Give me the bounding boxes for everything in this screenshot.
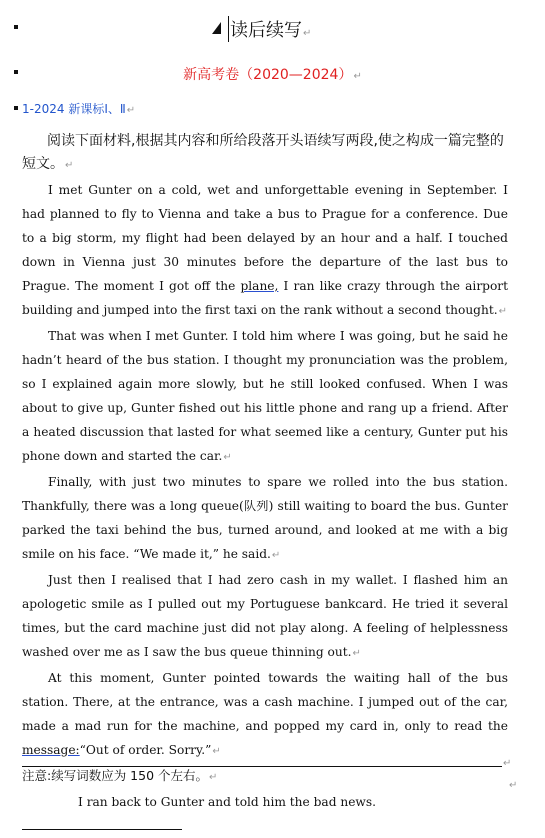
subtitle-row [0, 64, 545, 84]
paragraph-mark-icon: ↵ [353, 71, 362, 82]
exam-tag: 1-2024 新课标Ⅰ、Ⅱ [22, 102, 126, 116]
paragraph-mark-icon: ↵ [209, 772, 218, 783]
passage-paragraph: That was when I met Gunter. I told him where I was going, but he said he hadn’t heard of the bus station. I thought my pronunciation was the problem, so I explained again more slowly, but he still looked confused. When I was about to give up, Gunter fished out his little phone and rang up a friend. After a heated discussion that lasted for what seemed like a century, Gunter put his phone down and started the car.↵ [22, 329, 508, 463]
passage-paragraph: Just then I realised that I had zero cash in my wallet. I flashed him an apologetic smile as I pulled out my Portuguese bankcard. He tried it several times, but the card machine just did not play along. A feeling of helplessness washed over me as I saw the bus queue thinning out.↵ [22, 573, 508, 659]
instruction-text: 阅读下面材料,根据其内容和所给段落开头语续写两段,使之构成一篇完整的短文。↵ [22, 133, 504, 172]
paragraph-mark-icon: ↵ [509, 780, 518, 791]
paragraph-mark-icon: ↵ [271, 550, 281, 561]
paragraph-mark-icon: ↵ [352, 648, 361, 659]
paragraph-mark-icon: ↵ [503, 758, 512, 769]
exam-tag-row [22, 100, 135, 117]
passage-paragraph: Finally, with just two minutes to spare we rolled into the bus station. Thankfully, there was a long queue(队列) still waiting to board the bus. Gunter parked the taxi behind the bus, turned around, and looked at me with a big smile on his face. “We made it,” he said.↵ [22, 475, 508, 561]
title-row [0, 14, 545, 44]
continuation-start: I ran back to Gunter and told him the bad news. [22, 790, 508, 838]
answer-line[interactable] [22, 766, 502, 767]
document-title: 读后续写 [230, 20, 302, 41]
paragraph-mark-icon: ↵ [223, 452, 232, 463]
collapse-triangle-icon[interactable] [212, 22, 221, 34]
bullet-marker-3 [14, 106, 18, 110]
paragraph-mark-icon: ↵ [126, 105, 136, 116]
paragraph-mark-icon: ↵ [65, 160, 74, 171]
paragraph-mark-icon: ↵ [498, 306, 507, 317]
answer-blank[interactable] [22, 817, 182, 830]
text-cursor [228, 16, 229, 42]
paragraph-mark-icon: ↵ [212, 746, 221, 757]
word-count-note: 注意:续写词数应为 150 个左右。↵ [22, 768, 218, 783]
underlined-word: plane, [240, 279, 279, 293]
underlined-word: message: [22, 743, 80, 757]
passage-paragraph: At this moment, Gunter pointed towards the waiting hall of the bus station. There, at the entrance, was a cash machine. I jumped out of the car, made a mad run for the machine, and popped my card in, only to read the message:“Out of order. Sorry.”↵ [22, 671, 508, 757]
passage-paragraph: I met Gunter on a cold, wet and unforgettable evening in September. I had planned to fly to Vienna and take a bus to Prague for a conference. Due to a big storm, my flight had been delayed by an hour and a half. I touched down in Vienna just 30 minutes before the departure of the last bus to Prague. The moment I got off the plane, I ran like crazy through the airport building and jumped into the first taxi on the rank without a second thought.↵ [22, 183, 509, 317]
paragraph-mark-icon: ↵ [303, 28, 312, 39]
reading-passage [22, 178, 508, 838]
subtitle: 新高考卷（2020—2024） [183, 67, 353, 83]
